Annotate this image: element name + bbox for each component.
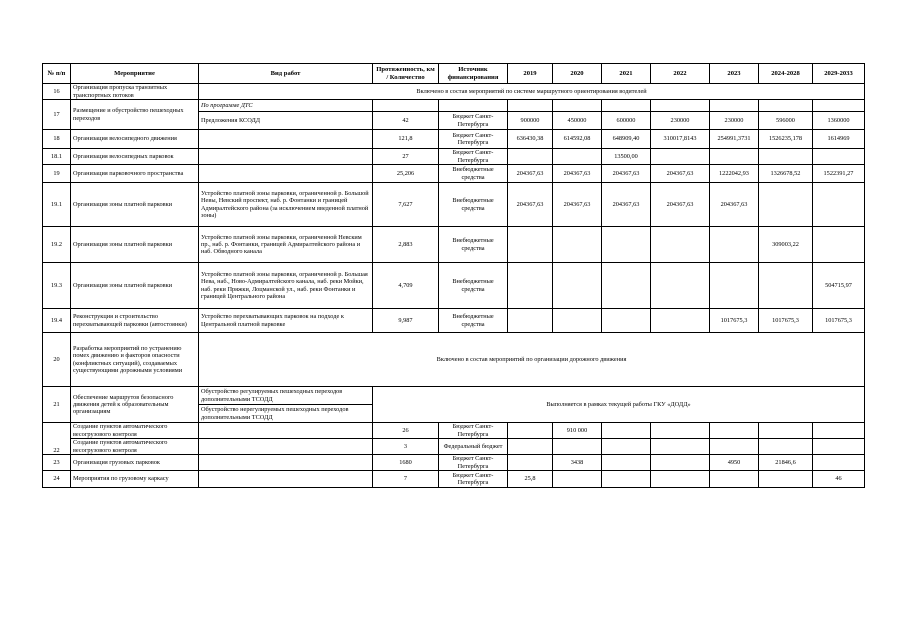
row-length: 2,883 [373, 227, 439, 263]
table-row-21a [43, 387, 865, 405]
row-measure: Организация грузовых парковок [71, 455, 199, 471]
row-length: 3 [373, 439, 439, 455]
table-row-16 [43, 84, 865, 100]
table-row-19-3 [43, 263, 865, 309]
cell-2029-2033: 1614969 [813, 130, 865, 149]
cell-2022: 204367,63 [651, 183, 710, 227]
cell-2019: 25,8 [508, 471, 553, 488]
row-length: 4,709 [373, 263, 439, 309]
table-row-22b [43, 439, 865, 455]
table-row-18-1 [43, 149, 865, 165]
col-header-num: № п/п [43, 64, 71, 84]
cell-2020: 450000 [553, 112, 602, 130]
table-row-22a [43, 423, 865, 439]
row-num: 24 [43, 471, 71, 488]
row-measure: Организация зоны платной парковки [71, 227, 199, 263]
cell-2021: 204367,63 [602, 165, 651, 183]
row-work: Устройство платной зоны парковки, ограниченной р. Большая Нева, наб., Ново-Адмиралтейского канала, наб. реки Мойки, наб. реки Пряжки, Лоцманской ул., наб. реки Фонтанки и границей Центрального района [199, 263, 373, 309]
cell-2024-2028: 596000 [759, 112, 813, 130]
row-length: 9,987 [373, 309, 439, 333]
cell-2024-2028: 1326678,52 [759, 165, 813, 183]
row-measure: Разработка мероприятий по устранению помех движению и факторов опасности (конфликтных ситуаций), создаваемых существующими дорожными условиями [71, 333, 199, 387]
cell-2022: 230000 [651, 112, 710, 130]
measures-table [42, 63, 865, 488]
cell-2020: 204367,63 [553, 165, 602, 183]
col-header-length: Протяженность, км / Количество [373, 64, 439, 84]
row-source: Федеральный бюджет [439, 439, 508, 455]
row-note: Включено в состав мероприятий по организации дорожного движения [199, 333, 865, 387]
row-source: Бюджет Санкт-Петербурга [439, 130, 508, 149]
table-header-row [43, 64, 865, 84]
cell-2019: 900000 [508, 112, 553, 130]
row-source: Внебюджетные средства [439, 165, 508, 183]
cell-2024-2028: 1526235,178 [759, 130, 813, 149]
table-row-19-1 [43, 183, 865, 227]
col-header-measure: Мероприятие [71, 64, 199, 84]
row-source: Внебюджетные средства [439, 263, 508, 309]
row-measure: Создание пунктов автоматического весогрузового контроля [71, 439, 199, 455]
row-measure: Организация велосипедных парковок [71, 149, 199, 165]
table-row-23 [43, 455, 865, 471]
row-num: 19.3 [43, 263, 71, 309]
row-length: 42 [373, 112, 439, 130]
cell-2023: 1222042,93 [710, 165, 759, 183]
row-source: Внебюджетные средства [439, 309, 508, 333]
cell-2029-2033: 1360000 [813, 112, 865, 130]
row-num: 16 [43, 84, 71, 100]
col-header-2021: 2021 [602, 64, 651, 84]
row-num: 20 [43, 333, 71, 387]
row-num: 19 [43, 165, 71, 183]
cell-2021: 648909,40 [602, 130, 651, 149]
col-header-2020: 2020 [553, 64, 602, 84]
cell-2021: 204367,63 [602, 183, 651, 227]
cell-2019: 204367,63 [508, 165, 553, 183]
cell-2024-2028: 1017675,3 [759, 309, 813, 333]
cell-2029-2033: 504715,97 [813, 263, 865, 309]
col-header-2023: 2023 [710, 64, 759, 84]
row-length: 25,206 [373, 165, 439, 183]
row-num: 19.4 [43, 309, 71, 333]
row-work: Устройство платной зоны парковки, ограниченной Невским пр., наб. р. Фонтанки, границей Адмиралтейского района и наб. Обводного канала [199, 227, 373, 263]
cell-2019: 204367,63 [508, 183, 553, 227]
row-length: 121,8 [373, 130, 439, 149]
row-source: Внебюджетные средства [439, 183, 508, 227]
cell-2022: 204367,63 [651, 165, 710, 183]
row-measure: Мероприятия по грузовому каркасу [71, 471, 199, 488]
row-work: Обустройство нерегулируемых пешеходных переходов дополнительными ТСОДД [199, 405, 373, 423]
col-header-2029-2033: 2029-2033 [813, 64, 865, 84]
row-measure: Обеспечение маршрутов безопасного движения детей к образовательным организациям [71, 387, 199, 423]
cell-2020: 614592,08 [553, 130, 602, 149]
row-measure: Организация зоны платной парковки [71, 183, 199, 227]
cell-2023: 204367,63 [710, 183, 759, 227]
cell-2024-2028: 309003,22 [759, 227, 813, 263]
cell-2029-2033: 46 [813, 471, 865, 488]
cell-2021: 13500,00 [602, 149, 651, 165]
row-num: 19.1 [43, 183, 71, 227]
row-length: 1680 [373, 455, 439, 471]
table-row-19 [43, 165, 865, 183]
row-work: Предложения КСОДД [199, 112, 373, 130]
row-source: Бюджет Санкт-Петербурга [439, 112, 508, 130]
row-num: 18.1 [43, 149, 71, 165]
row-num: 22 [43, 423, 71, 455]
row-measure: Организация велосипедного движения [71, 130, 199, 149]
row-note: Выполняется в рамках текущей работы ГКУ «ДОДД» [373, 387, 865, 423]
table-row-18 [43, 130, 865, 149]
row-note: Включено в состав мероприятий по системе маршрутного ориентирования водителей [199, 84, 865, 100]
cell-2024-2028: 21846,6 [759, 455, 813, 471]
row-length: 7,627 [373, 183, 439, 227]
cell-2029-2033: 1017675,3 [813, 309, 865, 333]
col-header-work: Вид работ [199, 64, 373, 84]
row-length: 26 [373, 423, 439, 439]
row-measure: Реконструкция и строительство перехватывающей парковки (автостоянки) [71, 309, 199, 333]
cell-2019: 636430,38 [508, 130, 553, 149]
row-length: 27 [373, 149, 439, 165]
row-length: 7 [373, 471, 439, 488]
table-row-17a [43, 100, 865, 112]
row-work: Устройство перехватывающих парковок на подходе к Центральной платной парковке [199, 309, 373, 333]
row-num: 18 [43, 130, 71, 149]
cell-2021: 600000 [602, 112, 651, 130]
cell-2023: 230000 [710, 112, 759, 130]
row-measure: Организация зоны платной парковки [71, 263, 199, 309]
table-row-19-2 [43, 227, 865, 263]
cell-2020: 3438 [553, 455, 602, 471]
row-source: Бюджет Санкт-Петербурга [439, 423, 508, 439]
cell-2023: 254991,3731 [710, 130, 759, 149]
row-num: 21 [43, 387, 71, 423]
row-source: Бюджет Санкт-Петербурга [439, 455, 508, 471]
row-measure: Создание пунктов автоматического весогрузового контроля [71, 423, 199, 439]
table-row-20 [43, 333, 865, 387]
row-num: 17 [43, 100, 71, 130]
table-row-19-4 [43, 309, 865, 333]
cell-2029-2033: 1522391,27 [813, 165, 865, 183]
row-measure: Размещение и обустройство пешеходных переходов [71, 100, 199, 130]
col-header-2024-2028: 2024-2028 [759, 64, 813, 84]
row-source: Бюджет Санкт-Петербурга [439, 149, 508, 165]
table-row-24 [43, 471, 865, 488]
row-source: Внебюджетные средства [439, 227, 508, 263]
col-header-2019: 2019 [508, 64, 553, 84]
row-work: По программе ДТС [199, 100, 373, 112]
cell-2023: 1017675,3 [710, 309, 759, 333]
row-measure: Организация парковочного пространства [71, 165, 199, 183]
row-num: 19.2 [43, 227, 71, 263]
col-header-2022: 2022 [651, 64, 710, 84]
cell-2023: 4950 [710, 455, 759, 471]
cell-2020: 910 000 [553, 423, 602, 439]
cell-2020: 204367,63 [553, 183, 602, 227]
row-num: 23 [43, 455, 71, 471]
cell-2022: 310017,8143 [651, 130, 710, 149]
row-work: Устройство платной зоны парковки, ограниченной р. Большой Невы, Невский проспект, наб. р. Фонтанки и границей Адмиралтейского района (за исключением введенной платной зоны) [199, 183, 373, 227]
col-header-source: Источник финансирования [439, 64, 508, 84]
row-work: Обустройство регулируемых пешеходных переходов дополнительными ТСОДД [199, 387, 373, 405]
row-measure: Организация пропуска транзитных транспортных потоков [71, 84, 199, 100]
row-source: Бюджет Санкт-Петербурга [439, 471, 508, 488]
